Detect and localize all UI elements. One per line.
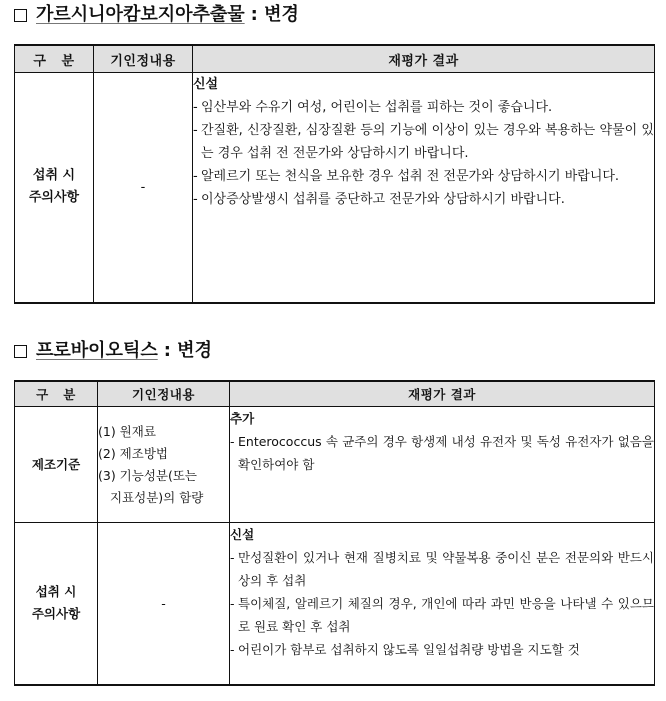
header-basis: 기인정내용 <box>94 45 193 73</box>
result-heading: 추가 <box>230 411 255 426</box>
result-heading: 신설 <box>230 527 255 542</box>
basis-item: 지표성분)의 함량 <box>110 489 204 505</box>
table-row <box>15 523 655 685</box>
basis-item: (3) 기능성분(또는 <box>98 467 198 483</box>
basis-item: (2) 제조방법 <box>98 445 168 461</box>
header-basis: 기인정내용 <box>98 381 230 407</box>
header-category: 구 분 <box>15 45 94 73</box>
checkbox-icon <box>14 9 27 22</box>
table-header-row <box>15 381 655 407</box>
checkbox-icon <box>14 345 27 358</box>
row-label-line-2: 주의사항 <box>28 190 80 206</box>
result-bullet: - 임산부와 수유기 여성, 어린이는 섭취를 피하는 것이 좋습니다. <box>193 96 654 119</box>
result-bullet: - 알레르기 또는 천식을 보유한 경우 섭취 전 전문가와 상담하시기 바랍니다. <box>193 165 654 188</box>
header-result: 재평가 결과 <box>193 45 655 73</box>
section-2-item-name: 프로바이오틱스 <box>36 340 158 361</box>
row-label: 제조기준 <box>15 407 98 523</box>
header-result: 재평가 결과 <box>230 381 655 407</box>
row-label <box>15 523 98 685</box>
section-1-table <box>14 44 655 304</box>
section-2-title <box>14 339 212 363</box>
basis-cell <box>98 407 230 523</box>
table-row <box>15 407 655 523</box>
section-1-title <box>14 3 299 27</box>
result-heading: 신설 <box>193 77 219 92</box>
result-cell <box>230 407 655 523</box>
row-label-line-1: 섭취 시 <box>35 584 77 600</box>
table-header-row <box>15 45 655 73</box>
result-bullet: - 특이체질, 알레르기 체질의 경우, 개인에 따라 과민 반응을 나타낼 수 있으므로 원료 확인 후 섭취 <box>230 592 654 638</box>
section-1-item-name: 가르시니아캄보지아추출물 <box>36 4 245 25</box>
basis-item: (1) 원재료 <box>98 423 156 439</box>
result-bullet: - 이상증상발생시 섭취를 중단하고 전문가와 상담하시기 바랍니다. <box>193 188 654 211</box>
header-category: 구 분 <box>15 381 98 407</box>
result-bullet: - 만성질환이 있거나 현재 질병치료 및 약물복용 중이신 분은 전문의와 반드시 상의 후 섭취 <box>230 546 654 592</box>
result-bullet: - 어린이가 함부로 섭취하지 않도록 일일섭취량 방법을 지도할 것 <box>230 638 654 661</box>
result-bullet: - Enterococcus 속 균주의 경우 항생제 내성 유전자 및 독성 유전자가 없음을 확인하여야 함 <box>230 430 654 476</box>
table-row <box>15 73 655 303</box>
basis-cell: - <box>94 73 193 303</box>
basis-cell: - <box>98 523 230 685</box>
result-bullet: - 간질환, 신장질환, 심장질환 등의 기능에 이상이 있는 경우와 복용하는 약물이 있는 경우 섭취 전 전문가와 상담하시기 바랍니다. <box>193 119 654 165</box>
row-label <box>15 73 94 303</box>
result-cell <box>193 73 655 303</box>
section-1-change-label: : 변경 <box>250 4 299 25</box>
result-cell <box>230 523 655 685</box>
section-2-change-label: : 변경 <box>163 340 212 361</box>
row-label-line-1: 섭취 시 <box>32 168 76 184</box>
section-2-table <box>14 380 655 686</box>
row-label-line-2: 주의사항 <box>31 606 81 622</box>
